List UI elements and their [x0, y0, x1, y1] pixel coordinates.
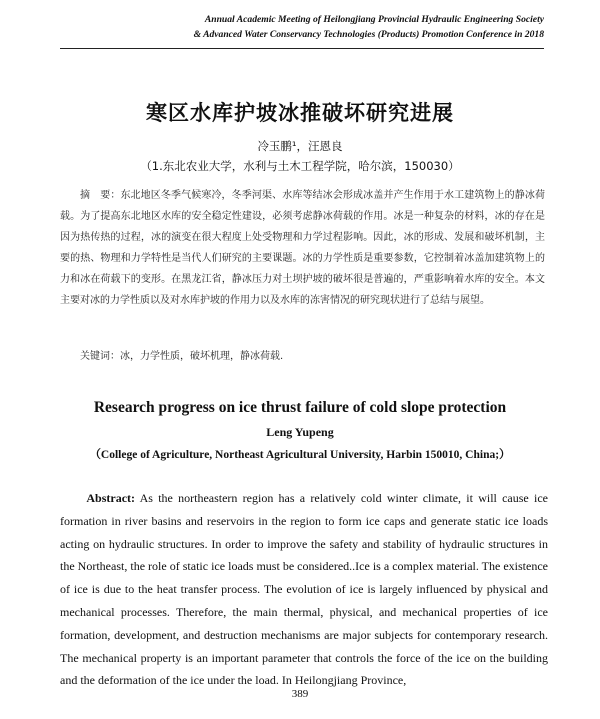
chinese-keywords: 关键词：冰，力学性质，破坏机理，静冰荷载. [80, 351, 284, 362]
english-affiliation: （College of Agriculture, Northeast Agricultural University, Harbin 150010, China;） [89, 449, 511, 461]
english-abstract-text: As the northeastern region has a relatively cold winter climate, it will cause ice formation in river basins and reservoirs in the region to form ice caps and generate static ice loads acting on hydraulic structures. In order to improve the safety and stability of hydraulic structures in the Northeast, the role of static ice loads must be considered..Ice is a complex material. The existence of ice is due to the heat transfer process. The evolution of ice is largely influenced by physical and mechanical processes. Therefore, the main thermal, physical, and mechanical properties of ice formation, development, and destruction mechanisms are major subjects for contemporary research. The mechanical property is an important parameter that controls the force of the ice on the building and the deformation of the ice under the load. In Heilongjiang Province, [60, 491, 548, 688]
abstract-label: Abstract: [86, 491, 136, 505]
english-author: Leng Yupeng [266, 425, 334, 439]
header-rule [60, 48, 544, 49]
english-title: Research progress on ice thrust failure of cold slope protection [93, 399, 507, 416]
chinese-title: 寒区水库护坡冰推破坏研究进展 [146, 100, 454, 125]
running-header [194, 12, 544, 42]
chinese-affiliation: （1.东北农业大学，水利与土木工程学院，哈尔滨，150030） [140, 159, 460, 173]
header-line-1: Annual Academic Meeting of Heilongjiang Provincial Hydraulic Engineering Society [204, 14, 544, 25]
english-abstract [60, 487, 548, 692]
chinese-abstract: 摘 要：东北地区冬季气候寒冷，冬季河渠、水库等结冰会形成冰盖并产生作用于水工建筑物上的静冰荷载。为了提高东北地区水库的安全稳定性建设，必须考虑静冰荷载的作用。冰是一种复杂的材料，冰的存在是因为热传热的过程，冰的演变在很大程度上处受物理和力学过程影响。因此，冰的形成、发展和破坏机制，主要的热、物理和力学特性是当代人们研究的主要课题。冰的力学性质是重要参数，它控制着冰盖加建筑物上的力和冰在荷载下的变形。在黑龙江省，静冰压力对土坝护坡的破坏很是普遍的，严重影响着水库的安全。本文主要对冰的力学性质以及对水库护坡的作用力以及水库的冻害情况的研究现状进行了总结与展望。 [60, 190, 545, 306]
chinese-authors: 冷玉鹏¹，汪恩良 [257, 139, 343, 153]
page-number: 389 [291, 688, 309, 700]
header-line-2: & Advanced Water Conservancy Technologies (Products) Promotion Conference in 2018 [193, 29, 544, 40]
